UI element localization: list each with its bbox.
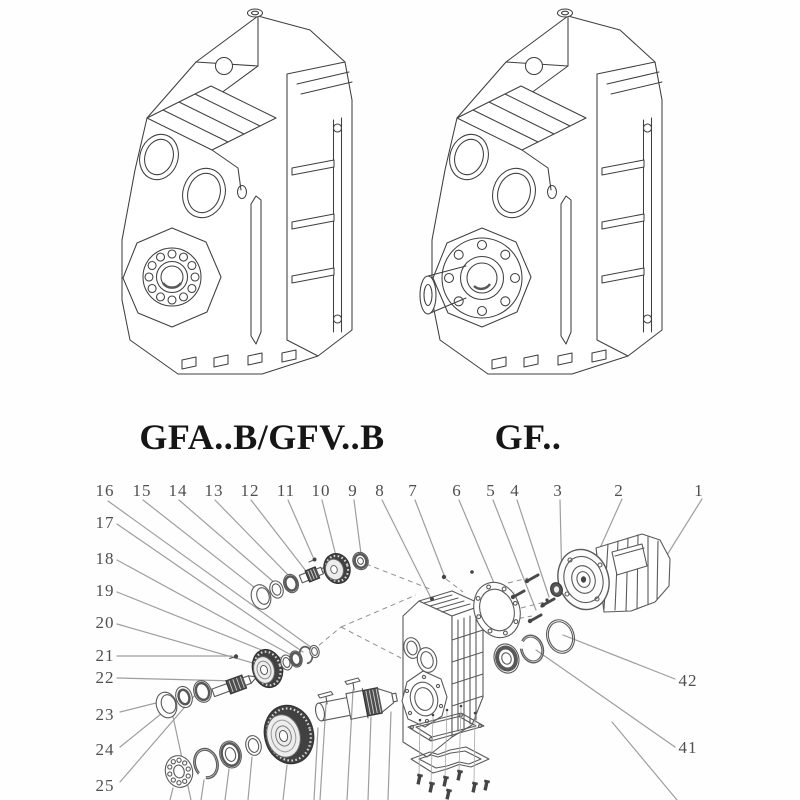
model-label-gf: GF.. bbox=[494, 417, 562, 457]
callout-20: 20 bbox=[95, 613, 115, 632]
output-gear bbox=[258, 700, 320, 769]
callout-6: 6 bbox=[452, 481, 462, 500]
gearbox-drawing-gf bbox=[420, 9, 662, 374]
callout-17: 17 bbox=[95, 513, 115, 532]
callout-10: 10 bbox=[311, 481, 331, 500]
callout-2: 2 bbox=[614, 481, 624, 500]
callout-3: 3 bbox=[553, 481, 563, 500]
callout-1: 1 bbox=[694, 481, 704, 500]
callout-25: 25 bbox=[95, 776, 115, 795]
intermediate-gear bbox=[248, 646, 287, 691]
output-snap-ring bbox=[190, 746, 221, 782]
exploded-diagram bbox=[108, 499, 702, 800]
shaft-keys bbox=[318, 678, 360, 704]
callout-42: 42 bbox=[678, 671, 698, 690]
callout-19: 19 bbox=[95, 581, 115, 600]
callout-15: 15 bbox=[132, 481, 152, 500]
callout-22: 22 bbox=[95, 668, 115, 687]
motor bbox=[540, 534, 670, 616]
callout-24: 24 bbox=[95, 740, 115, 759]
callout-5: 5 bbox=[486, 481, 496, 500]
callout-7: 7 bbox=[408, 481, 418, 500]
callout-41: 41 bbox=[678, 738, 698, 757]
callout-13: 13 bbox=[204, 481, 224, 500]
input-shaft-assembly bbox=[248, 550, 370, 612]
callout-9: 9 bbox=[348, 481, 358, 500]
intermediate-pinion-shaft bbox=[211, 671, 259, 700]
callout-8: 8 bbox=[375, 481, 385, 500]
callout-14: 14 bbox=[168, 481, 188, 500]
callout-4: 4 bbox=[510, 481, 520, 500]
input-gear bbox=[320, 550, 354, 587]
model-label-gfa-gfv: GFA..B/GFV..B bbox=[139, 417, 385, 457]
callout-11: 11 bbox=[276, 481, 296, 500]
output-ball-bearing bbox=[162, 753, 196, 791]
hex-bolts bbox=[415, 770, 490, 800]
callout-12: 12 bbox=[240, 481, 260, 500]
gearbox-drawing-gfa-gfv bbox=[122, 9, 352, 374]
callout-21: 21 bbox=[95, 646, 115, 665]
callout-18: 18 bbox=[95, 549, 115, 568]
callout-16: 16 bbox=[95, 481, 115, 500]
gear-housing bbox=[402, 570, 483, 757]
vent-boss bbox=[238, 186, 247, 199]
callout-23: 23 bbox=[95, 705, 115, 724]
